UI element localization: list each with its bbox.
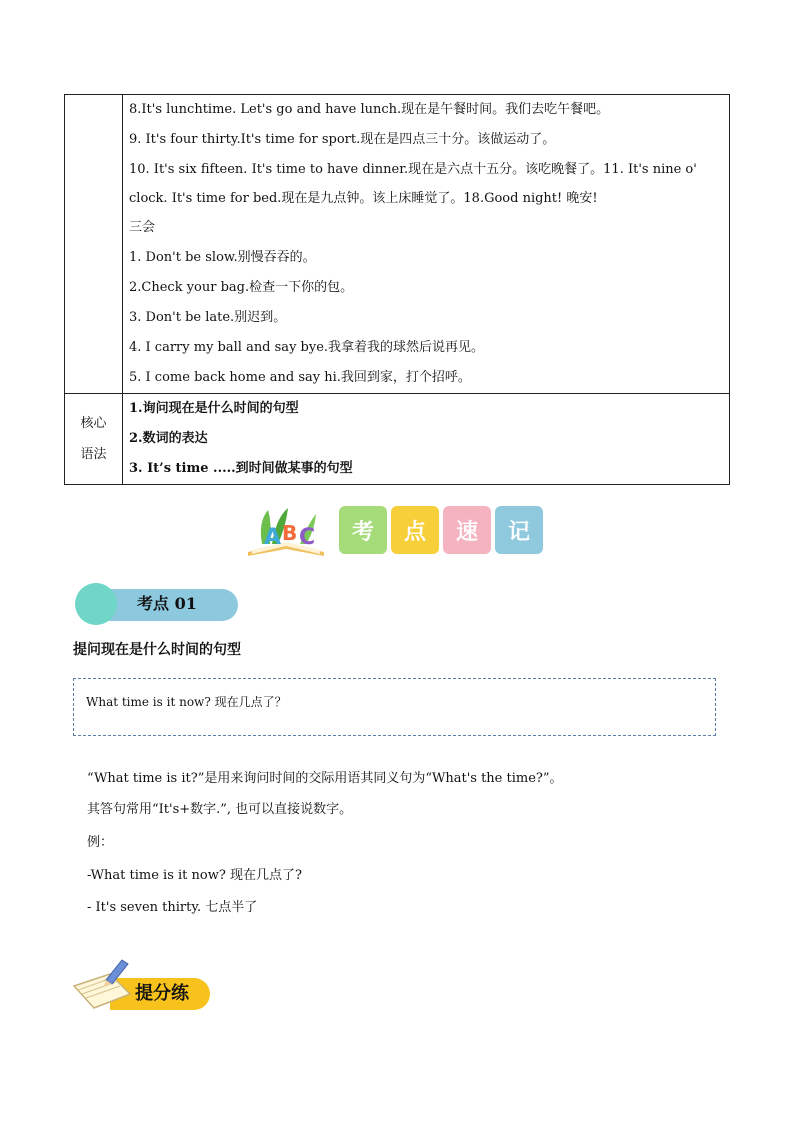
key-sentence-box	[73, 678, 716, 736]
notepad-pencil-icon	[70, 956, 140, 1014]
vocab-line: 8.It's lunchtime. Let's go and have lunch.现在是午餐时间。我们去吃午餐吧。	[129, 102, 610, 117]
section-heading: 提问现在是什么时间的句型	[73, 642, 241, 658]
grammar-label-cell	[65, 394, 123, 484]
vocab-line: 4. I carry my ball and say bye.我拿着我的球然后说再见。	[129, 340, 485, 355]
grammar-row	[65, 393, 729, 484]
vocab-line: 9. It's four thirty.It's time for sport.现在是四点三十分。该做运动了。	[129, 132, 556, 147]
vocab-line: 5. I come back home and say hi.我回到家，打个招呼。	[129, 370, 471, 385]
abc-book-icon	[242, 504, 330, 559]
grammar-label: 核心	[80, 416, 107, 431]
explanation-line: 其答句常用“It's+数字.”, 也可以直接说数字。	[87, 802, 353, 817]
practice-label: 提分练	[135, 983, 189, 1004]
pill-circle	[75, 583, 117, 625]
practice-banner	[70, 956, 212, 1014]
vocab-grammar-table	[64, 94, 730, 485]
grammar-item: 1.询问现在是什么时间的句型	[129, 401, 299, 416]
grammar-content-cell	[123, 394, 729, 484]
example-label: 例：	[87, 835, 114, 850]
key-sentence: What time is it now? 现在几点了？	[86, 695, 287, 709]
grammar-label: 语法	[80, 447, 107, 462]
vocab-row	[65, 95, 729, 393]
banner-tile: 点	[391, 506, 439, 554]
example-question: -What time is it now? 现在几点了?	[87, 868, 302, 883]
key-points-banner	[242, 504, 552, 559]
grammar-item: 3. It’s time .....到时间做某事的句型	[129, 461, 353, 476]
explanation-line: “What time is it?”是用来询问时间的交际用语其同义句为“What's the time?”。	[87, 771, 563, 786]
example-answer: - It's seven thirty. 七点半了	[87, 900, 258, 915]
banner-tile: 记	[495, 506, 543, 554]
vocab-line: 1. Don't be slow.别慢吞吞的。	[129, 250, 316, 265]
vocab-line: 2.Check your bag.检查一下你的包。	[129, 280, 354, 295]
vocab-line: 10. It's six fifteen. It's time to have dinner.现在是六点十五分。该吃晚餐了。11. It's nine o' clock. It's time for bed.现在是九点钟。该上床睡觉了。18.Good night! 晚安!	[129, 162, 697, 206]
banner-tile: 考	[339, 506, 387, 554]
section-pill	[75, 583, 238, 625]
svg-text:A: A	[264, 525, 282, 550]
vocab-subheading: 三会	[129, 220, 156, 235]
banner-tile: 速	[443, 506, 491, 554]
svg-text:C: C	[299, 525, 316, 550]
grammar-item: 2.数词的表达	[129, 431, 208, 446]
vocab-content-cell	[123, 95, 729, 393]
vocab-line: 3. Don't be late.别迟到。	[129, 310, 287, 325]
vocab-label-cell	[65, 95, 123, 393]
svg-text:B: B	[282, 521, 298, 545]
pill-label: 考点 01	[137, 594, 197, 613]
